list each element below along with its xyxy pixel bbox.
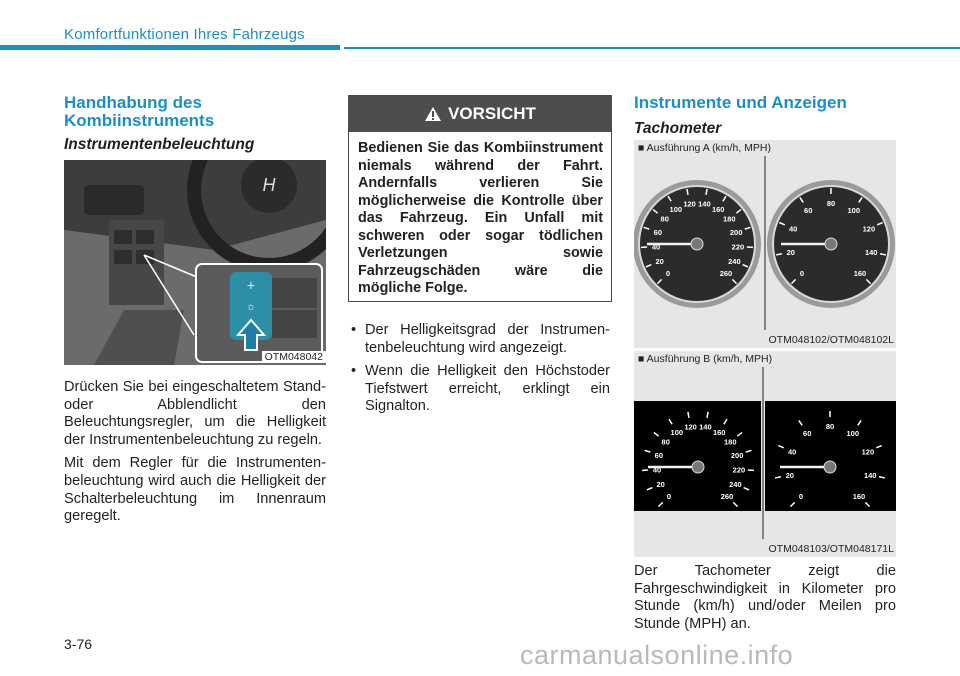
tick-label: 20 [786,247,795,257]
tick-label: 220 [732,465,746,475]
tick-label: 160 [712,427,726,437]
tick-label: 60 [653,227,663,237]
heading-kombiinstrument: Handhabung des Kombiinstruments [64,93,215,130]
variant-b-gauges [634,367,896,539]
tick-label: 220 [731,242,745,252]
tick-label: 160 [853,268,867,278]
tick-label: 20 [656,479,665,489]
variant-a-gauges [634,156,896,330]
tachometer-description: Der Tachometer zeigt die Fahrgeschwindigkeit in Kilometer pro Stunde (km/h) und/oder Meilen pro Stunde (MPH) an. [634,563,896,632]
tick-label: 120 [862,224,876,234]
kmh-gauge-a [634,180,761,308]
tick-label: 120 [683,199,696,209]
tick-label: 100 [847,205,861,215]
warning-title: VORSICHT [448,104,536,123]
tick-mark [707,412,708,418]
tick-label: 20 [785,470,794,480]
tick-label: 140 [698,199,711,209]
paragraph-switch-lighting: Mit dem Regler für die Instrumentenbeleuchtung wird auch die Helligkeit der Schalterbeleuchtung im Innenraum geregelt. [64,455,326,525]
tick-label: 260 [720,491,734,501]
tick-label: 160 [711,204,725,214]
tick-label: 40 [788,224,798,234]
header-rule-thick [0,45,340,50]
variant-b-label: ■ Ausführung B (km/h, MPH) [638,353,773,365]
dashboard-dimmer-photo [64,160,326,365]
tick-label: 100 [670,427,684,437]
tick-label: 60 [804,205,813,215]
tick-mark [706,189,707,195]
needle-hub [691,238,703,250]
tick-label: 0 [798,491,804,501]
tick-label: 160 [852,491,866,501]
bullet-list [348,322,610,422]
tick-label: 80 [825,422,835,431]
tick-label: 140 [863,470,877,480]
photo-caption-left: OTM048042 [262,351,326,363]
tick-label: 80 [660,214,669,224]
bullet-item-brightness-display: • Der Helligkeitsgrad der Instrumentenbeleuchtung wird angezeigt. [348,322,610,357]
tick-label: 60 [654,450,664,460]
header-rule-thin [344,47,960,49]
page-number: 3-76 [64,636,93,652]
tick-label: 40 [651,242,661,252]
tick-label: 180 [723,214,736,224]
warning-header [349,96,611,132]
watermark: carmanualsonline.info [520,640,794,670]
svg-text:☼: ☼ [245,301,257,313]
tick-label: 140 [699,422,712,432]
tick-label: 100 [846,428,860,438]
tick-label: 60 [803,428,812,438]
needle-hub [825,238,837,250]
tick-label: 120 [684,422,697,432]
subheading-tachometer: Tachometer [634,120,722,137]
warning-triangle-icon [424,106,442,122]
tick-label: 240 [729,479,742,489]
needle-hub [824,461,836,473]
tick-label: 260 [719,268,733,278]
variant-a-caption: OTM048102/OTM048102L [768,334,894,346]
tick-mark [687,189,688,195]
paragraph-dimmer-usage: Drücken Sie bei eingeschaltetem Stand- oder Abblendlicht den Beleuchtungsregler, um die Helligkeit der Instrumentenbeleuchtung zu regeln. [64,379,326,448]
tick-label: 40 [787,447,797,457]
left-body-text [64,379,326,532]
needle-hub [692,461,704,473]
tick-label: 200 [729,227,743,237]
tick-label: 20 [655,256,664,266]
tick-label: 200 [730,450,744,460]
heading-instrumente: Instrumente und Anzeigen [634,93,847,112]
svg-text:+: + [246,277,256,293]
tachometer-variant-a [634,140,896,348]
tick-label: 180 [724,437,737,447]
tick-label: 0 [665,268,671,278]
tick-label: 0 [666,491,672,501]
tick-label: 40 [652,465,662,475]
bullet-item-beep: • Wenn die Helligkeit den Höchstoder Tiefstwert erreicht, erklingt ein Signalton. [348,363,610,416]
tick-mark [688,412,689,418]
tick-label: 120 [861,447,875,457]
mph-gauge-a [767,180,895,308]
tachometer-variant-b [634,351,896,557]
warning-text: Bedienen Sie das Kombiinstrument niemals während der Fahrt. Andernfalls verlieren Sie möglicherweise die Kontrolle über das Fahrzeug. Ein Unfall mit schweren oder sogar tödlichen Verletzungen sowie Fahrzeugschäden wäre die mögliche Folge. [358,140,603,296]
tick-label: 0 [799,268,805,278]
variant-a-label: ■ Ausführung A (km/h, MPH) [638,142,771,154]
variant-b-caption: OTM048103/OTM048171L [768,543,894,555]
tick-label: 240 [728,256,741,266]
subheading-instrumentenbeleuchtung: Instrumentenbeleuchtung [64,136,255,153]
tick-label: 80 [826,199,836,208]
tick-label: 80 [661,437,670,447]
section-title: Komfortfunktionen Ihres Fahrzeugs [64,26,305,43]
tick-label: 100 [669,204,683,214]
svg-text:H: H [262,175,276,195]
tick-label: 140 [864,247,878,257]
dashboard-illustration [64,160,326,365]
warning-box [348,95,612,302]
